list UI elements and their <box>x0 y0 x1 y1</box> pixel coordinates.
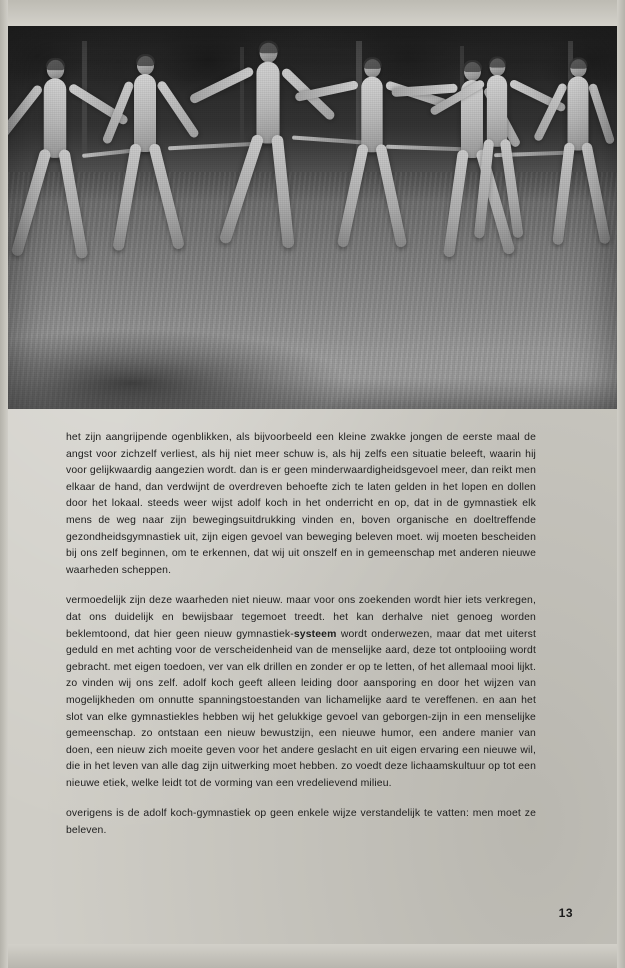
figure-torso <box>487 75 507 147</box>
page-edge-left <box>0 0 8 968</box>
body-text <box>66 430 536 840</box>
figure-torso <box>256 62 279 144</box>
photo-figure <box>481 58 512 251</box>
figure-hair <box>136 54 155 66</box>
figure-hair <box>463 60 482 72</box>
paragraph-3: overigens is de adolf koch-gymnastiek op geen enkele wijze verstandelijk te vatten: men moet ze beleven. <box>66 808 536 837</box>
page-edge-top <box>0 0 625 26</box>
page-edge-right <box>617 0 625 968</box>
photo-figure <box>38 60 73 274</box>
paragraph-2-text-before: vermoedelijk zijn deze waarheden niet nieuw. maar voor ons zoekenden wordt hier iets verkregen, dat ons duidelijk en bewijsbaar tegemoet treedt. het kan derhalve niet genoeg worden beklemtoond, dat hier geen nieuw gymnastiek- <box>66 595 536 640</box>
photo-figure <box>356 59 389 263</box>
emphasized-word-systeem: systeem <box>293 628 337 640</box>
ground-shadow <box>8 329 348 409</box>
figure-hair <box>46 58 65 70</box>
paragraph-2-text-after: wordt onderwezen, maar dat met uiterst geduld en met achting voor de verscheidenheid van de menselijke aard, deze tot ontplooiing wordt gebracht. met eigen toedoen, ver van elk drillen en zonder er op te letten, of het allemaal mooi lijkt. zo vinden wij ons zelf. adolf koch geeft alleen leiding door aansporing en door het wijzen van mogelijkheden om onnutte spanningstoestanden van lichamelijke aard te vereffenen. en aan het slot van elke gymnastiekles hebben wij het gelukkige gevoel van geborgen-zijn in een menselijke gemeenschap. zo ontstaan een nieuw bewustzijn, een nieuwe humor, een andere manier van doen, een nieuw zich moeite geven voor het andere geslacht en uit eigen ervaring een nieuwe wil, die in het leven van alle dag zijn uitwerking moet hebben. zo voedt deze lichaamskultuur op tot een nieuwe etiek, welke leidt tot de vorming van een vredelievend milieu. <box>66 628 537 789</box>
figure-torso <box>568 76 589 150</box>
paragraph-1: het zijn aangrijpende ogenblikken, als bijvoorbeeld een kleine zwakke jongen de eerste maal de angst voor zichzelf verliest, als hij niet meer schuw is, als hij zelfs een situatie beleeft, waarin hij voor gelijkwaardig aangezien wordt. dan is er geen minderwaardigheidsgevoel meer, dan reikt men elkaar de hand, dan verdwijnt de overdreven behoefte zich te laten gelden in het lopen en dollen door het lokaal. steeds weer wijst adolf koch in het onderricht en op, dat in de gymnastiek elk mens de weg naar zijn bewegingsuitdrukking vinden en, boven organische en doeltreffende gezondheidsgymnastiek uit, zijn eigen gevoel van beweging beleven moet. wij moeten bescheiden bij ons zelf beginnen, om te erkennen, dat wij uit onszelf en in gemeenschap met anderen nieuwe waarheden scheppen. <box>66 432 536 576</box>
figure-hair <box>569 57 587 68</box>
page-number: 13 <box>558 906 573 920</box>
paragraph-2 <box>66 593 536 792</box>
photograph <box>8 26 617 409</box>
figure-hair <box>489 57 506 68</box>
photo-figure <box>250 43 286 264</box>
page-edge-bottom <box>0 944 625 968</box>
figure-torso <box>134 74 156 152</box>
photo-figure <box>128 56 162 266</box>
figure-hair <box>363 57 381 69</box>
figure-torso <box>44 78 66 158</box>
photo-figure <box>562 59 594 259</box>
figure-hair <box>259 41 279 54</box>
figure-torso <box>361 77 382 153</box>
